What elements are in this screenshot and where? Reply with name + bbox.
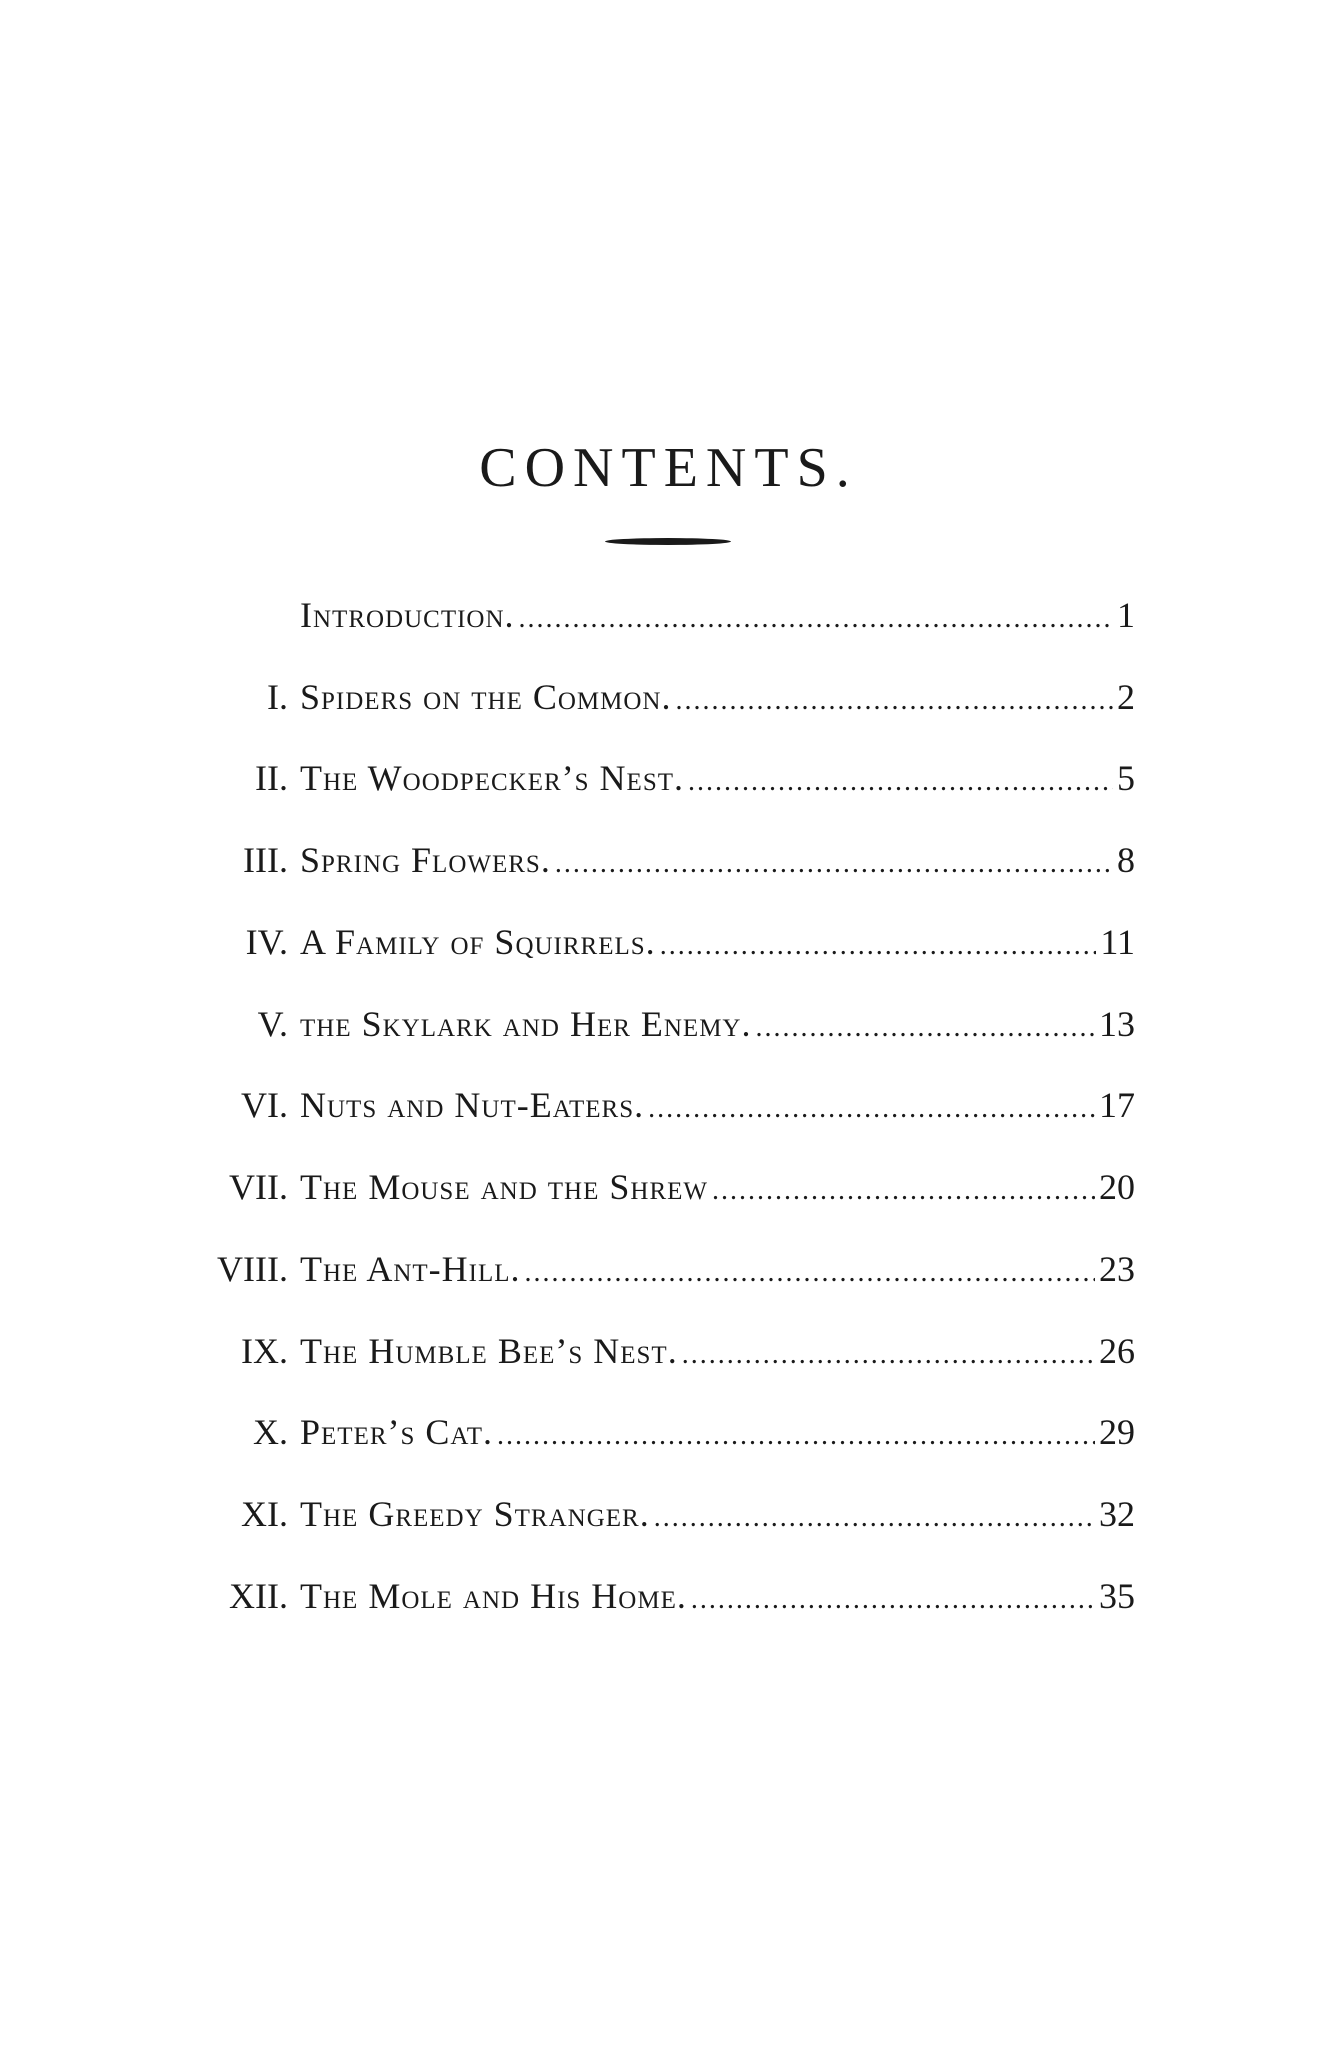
dot-leader [648,1084,1095,1134]
dot-leader [688,757,1113,807]
page-title: CONTENTS. [479,437,858,499]
page-number: 13 [1099,1004,1135,1044]
toc-entry-chapter-7[interactable] [0,1162,1325,1212]
chapter-title: Peter’s Cat. [300,1412,493,1452]
chapter-numeral: XII. [229,1576,288,1616]
chapter-title: The Ant-Hill. [300,1249,521,1289]
toc-line [300,1489,1135,1543]
page-number: 1 [1117,595,1135,635]
page-number: 2 [1117,677,1135,717]
toc-entry-chapter-10[interactable] [0,1407,1325,1457]
dot-leader [756,1003,1096,1053]
toc-line [300,917,1135,971]
dot-leader [676,676,1114,726]
chapter-numeral: IV. [245,922,288,962]
chapter-title: The Greedy Stranger. [300,1494,650,1534]
chapter-title: The Humble Bee’s Nest. [300,1331,678,1371]
chapter-numeral: III. [243,840,288,880]
page-number: 17 [1099,1085,1135,1125]
chapter-numeral: II. [255,758,288,798]
toc-entry-chapter-12[interactable] [0,1571,1325,1621]
dot-leader [525,1248,1095,1298]
toc-entry-chapter-11[interactable] [0,1489,1325,1539]
toc-line [300,835,1135,889]
page-number: 23 [1099,1249,1135,1289]
toc-line [300,1571,1135,1625]
toc-entry-chapter-5[interactable] [0,999,1325,1049]
dot-leader [691,1575,1095,1625]
toc-entry-chapter-8[interactable] [0,1244,1325,1294]
dot-leader [497,1411,1095,1461]
page-number: 32 [1099,1494,1135,1534]
chapter-title: The Woodpecker’s Nest. [300,758,684,798]
toc-line [300,590,1135,644]
dot-leader [654,1493,1095,1543]
toc-line [300,753,1135,807]
title-divider [605,538,731,545]
dot-leader [660,921,1097,971]
dot-leader [519,594,1113,644]
toc-entry-chapter-1[interactable] [0,672,1325,722]
chapter-title: The Mouse and the Shrew [300,1167,708,1207]
dot-leader [712,1166,1095,1216]
toc-entry-introduction[interactable] [0,590,1325,640]
chapter-numeral: V. [257,1004,288,1044]
toc-entry-chapter-3[interactable] [0,835,1325,885]
page-number: 29 [1099,1412,1135,1452]
page-number: 20 [1099,1167,1135,1207]
chapter-title: Spring Flowers. [300,840,551,880]
toc-line [300,999,1135,1053]
chapter-numeral: VII. [229,1167,288,1207]
chapter-title: Spiders on the Common. [300,677,672,717]
toc-entry-chapter-9[interactable] [0,1326,1325,1376]
chapter-numeral: IX. [241,1331,288,1371]
chapter-numeral: I. [267,677,288,717]
toc-line [300,1244,1135,1298]
toc-line [300,1407,1135,1461]
dot-leader [682,1330,1095,1380]
toc-line [300,1326,1135,1380]
chapter-numeral: VIII. [217,1249,288,1289]
dot-leader [555,839,1113,889]
toc-line [300,1162,1135,1216]
toc-entry-chapter-2[interactable] [0,753,1325,803]
chapter-title: The Mole and His Home. [300,1576,687,1616]
page-number: 5 [1117,758,1135,798]
page-number: 35 [1099,1576,1135,1616]
chapter-title: Nuts and Nut-Eaters. [300,1085,645,1125]
page-number: 11 [1100,922,1135,962]
toc-line [300,1080,1135,1134]
toc-entry-chapter-4[interactable] [0,917,1325,967]
chapter-numeral: X. [253,1412,288,1452]
chapter-title: A Family of Squirrels. [300,922,656,962]
chapter-title: Introduction. [300,595,515,635]
page-number: 26 [1099,1331,1135,1371]
chapter-title: the Skylark and Her Enemy. [300,1004,752,1044]
chapter-numeral: XI. [241,1494,288,1534]
toc-entry-chapter-6[interactable] [0,1080,1325,1130]
toc-line [300,672,1135,726]
page-number: 8 [1117,840,1135,880]
chapter-numeral: VI. [241,1085,288,1125]
